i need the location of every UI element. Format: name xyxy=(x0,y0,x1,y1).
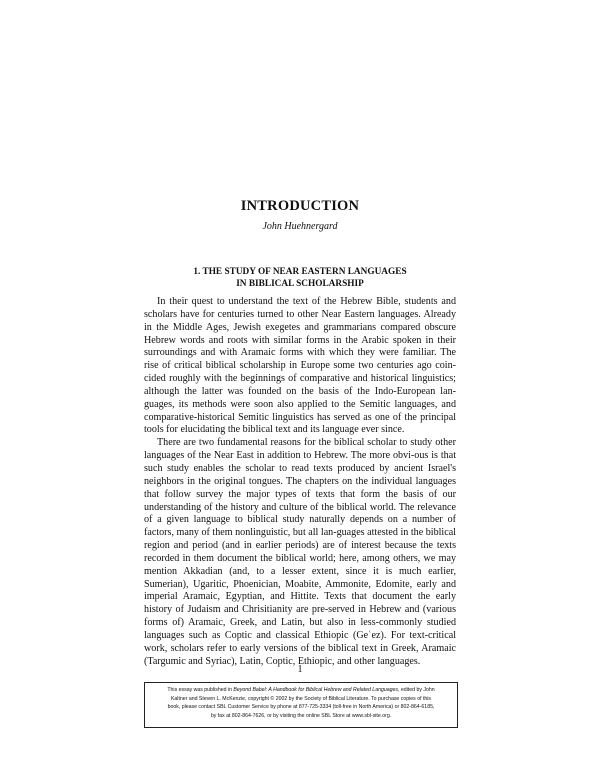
footnote-line-2: Kaltner and Steven L. McKenzie, copyright © 2002 by the Society of Biblical Literature. To purchase copies of this xyxy=(170,695,432,702)
page-number: 1 xyxy=(297,664,303,675)
body-text xyxy=(144,296,456,668)
copyright-footnote-box xyxy=(144,682,458,728)
author-name: John Huehnergard xyxy=(262,221,338,232)
footnote-line-1-prefix: This essay was published in xyxy=(167,687,234,693)
paragraph-1: In their quest to understand the text of the Hebrew Bible, students and scholars have for centuries turned to other Near Eastern languages. Already in the Middle Ages, Jewish exegetes and grammarians compared obscure Hebrew words and roots with similar forms in the Arabic spoken in their surroundings and with Aramaic forms with which they were familiar. The rise of critical biblical scholarship in Europe some two centuries ago coin-cided roughly with the beginnings of comparative and historical linguistics; although the latter was founded on the basis of the Indo-European lan-guages, its methods were soon also applied to the Semitic languages, and comparative-historical Semitic linguistics has served as one of the principal tools for elucidating the biblical text and its language ever since. xyxy=(144,296,456,436)
footnote-line-4: by fax at 802-864-7626, or by visiting the online SBL Store at www.sbl-site.org. xyxy=(210,712,392,719)
footnote-line-1-suffix: , edited by John xyxy=(397,687,435,693)
chapter-title: INTRODUCTION xyxy=(240,198,360,214)
footnote-line-3: book, please contact SBL Customer Service by phone at 877-725-3334 (toll-free in North America) or 802-864-6185, xyxy=(167,704,435,711)
section-heading-line-2: IN BIBLICAL SCHOLARSHIP xyxy=(236,279,364,289)
paragraph-2: There are two fundamental reasons for the biblical scholar to study other languages of the Near East in addition to Hebrew. The more obvi-ous is that such study enables the scholar to read texts produced by ancient Israel's neighbors in the original tongues. The chapters on the individual languages that follow survey the major types of texts that form the basis of our understanding of the history and culture of the biblical world. The relevance of a given language to biblical study naturally depends on a number of factors, many of them nonlinguistic, but all lan-guages attested in the biblical region and period (and in earlier periods) are of interest because the texts recorded in them document the biblical world; here, among others, we may mention Akkadian (and, to a lesser extent, since it is much earlier, Sumerian), Ugaritic, Phoenician, Moabite, Ammonite, Edomite, early and imperial Aramaic, Egyptian, and Hittite. Texts that document the early history of Judaism and Chrisitianity are pre-served in Hebrew and (various forms of) Aramaic, Greek, and Latin, but also in less-commonly studied languages such as Coptic and classical Ethiopic (Geʿez). For text-critical work, scholars refer to early versions of the biblical text in Greek, Aramaic (Targumic and Syriac), Latin, Coptic, Ethiopic, and other languages. xyxy=(144,437,456,667)
section-heading xyxy=(0,266,600,290)
book-title: Beyond Babel: A Handbook for Biblical Hebrew and Related Languages xyxy=(233,687,398,693)
footnote-line-1 xyxy=(150,686,452,695)
section-heading-line-1: 1. THE STUDY OF NEAR EASTERN LANGUAGES xyxy=(193,267,407,277)
